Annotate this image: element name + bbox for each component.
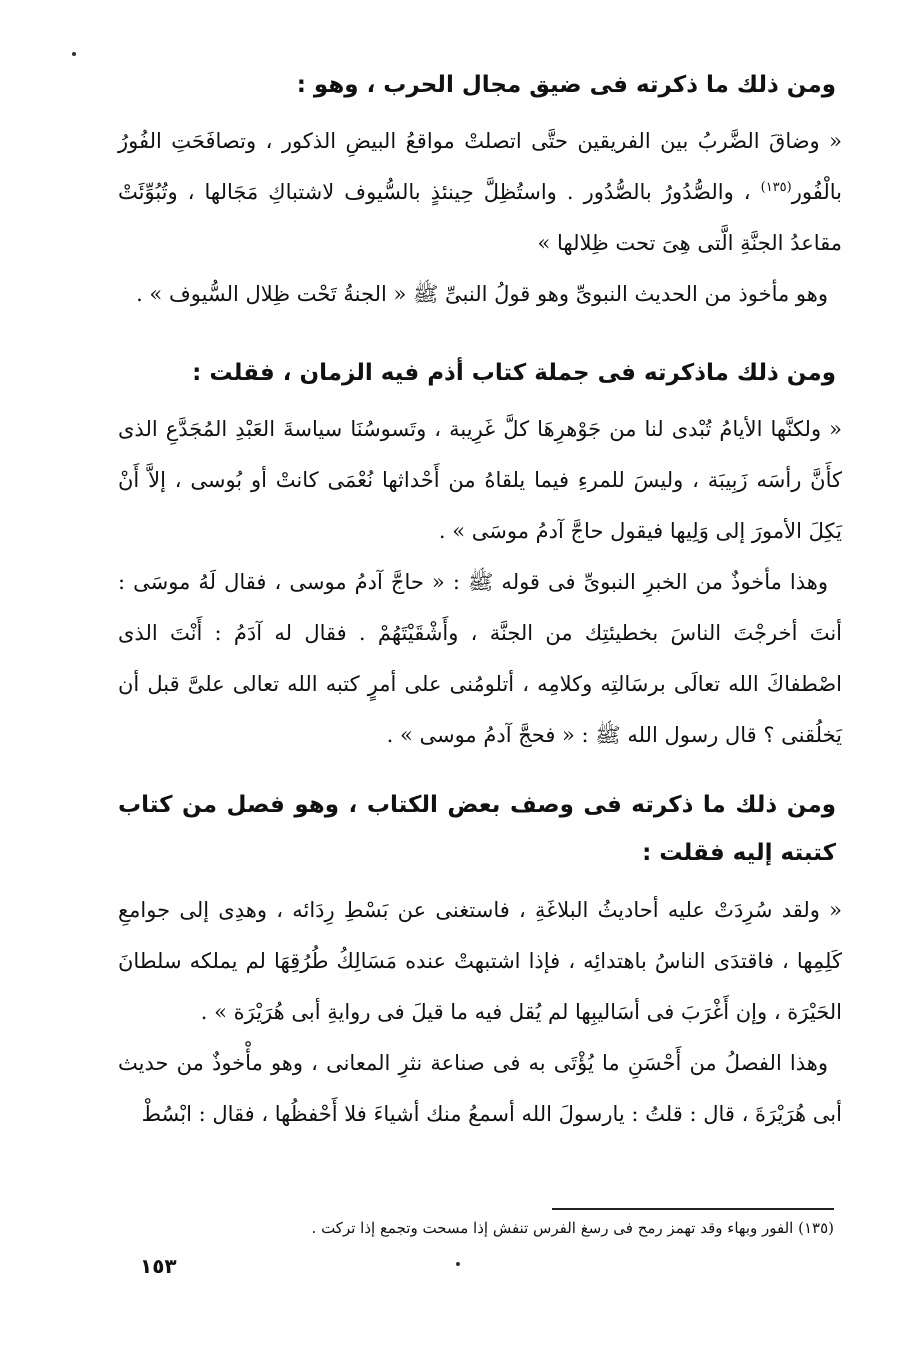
footnote-reference: (١٣٥) [760,180,792,195]
quote-writer: « ولقد سُرِدَتْ عليه أحاديثُ البلاغَةِ ، فاستغنى عن بَسْطِ رِدَائه ، وهدِى إلى جوامعِ كَلِمِها ، فاقتدَى الناسُ باهتدائِه ، فإذا اشتبهتْ عنده مَسَالِكُ طُرُقِهَا لم يملكه سلطانَ الحَيْرَة ، وإن أَغْرَبَ فى أسَاليبِها لم يُقل فيه ما قيلَ فى روايةِ أبى هُرَيْرَة » . [118,898,842,1024]
quote-war-text-b: ، والصُّدُورُ بالصُّدُور . واستُظِلَّ حِينئذٍ بالسُّيوف لاشتباكِ مَجَالها ، وتُبُوِّئَتْ مقاعدُ الجنَّةِ الَّتى هِىَ تحت ظِلالها » [118,180,842,255]
section-heading-time: ومن ذلك ماذكرته فى جملة كتاب أذم فيه الزمان ، فقلت : [192,360,836,386]
commentary-war: وهو مأخوذ من الحديث النبوىِّ وهو قولُ النبىِّ ﷺ « الجنةُ تَحْت ظِلال السُّيوف » . [136,282,828,306]
footnote-divider [552,1208,834,1210]
commentary-time: وهذا مأخوذٌ من الخبرِ النبوىِّ فى قوله ﷺ : « حاجَّ آدمُ موسى ، فقال لَهُ موسَى : أنتَ أخرجْتَ الناسَ بخطيئتِك من الجنَّة ، وأَشْقَيْتَهُمْ . فقال له آدَمُ : أَنْتَ الذى اصْطفاكَ الله تعالَى برسَالتِه وكلامِه ، أتلومُنى على أمرٍ كتبه الله تعالى علىَّ قبل أن يَخلُقنى ؟ قال رسول الله ﷺ : « فحجَّ آدمُ موسى » . [118,570,842,747]
scan-speck [456,1262,460,1266]
quote-war [118,116,842,269]
section-heading-war: ومن ذلك ما ذكرته فى ضيق مجال الحرب ، وهو : [296,72,836,98]
page-number: ١٥٣ [140,1254,177,1278]
section-heading-writer: ومن ذلك ما ذكرته فى وصف بعض الكتاب ، وهو فصل من كتاب كتبته إليه فقلت : [118,792,836,866]
scan-speck [72,52,76,56]
quote-war-text-a: « وضاقَ الضَّربُ بين الفريقين حتَّى اتصلتْ مواقعُ البيضِ الذكور ، وتصافَحَتِ الفُورُ بالْفُور [118,129,842,204]
page-body [118,62,842,1140]
footnote: (١٣٥) الفور وبهاء وقد تهمز رمح فى رسغ الفرس تنفش إذا مسحت وتجمع إذا تركت . [311,1219,834,1237]
quote-time: « ولكنَّها الأيامُ تُبْدى لنا من جَوْهرِهَا كلَّ غَرِيبة ، وتَسوسُنَا سياسةَ العَبْدِ المُجَدَّعِ الذى كأَنَّ رأسَه زَبِيبَة ، وليسَ للمرءِ فيما يلقاهُ من أَحْداثها نُعْمَى كانتْ أو بُوسى ، إلاَّ أَنْ يَكِلَ الأمورَ إلى وَلِيها فيقول حاجَّ آدمُ موسَى » . [118,417,842,543]
commentary-writer: وهذا الفصلُ من أَحْسَنِ ما يُؤْتَى به فى صناعة نثرِ المعانى ، وهو مأْخوذٌ من حديث أبى هُرَيْرَةَ ، قال : قلتُ : يارسولَ الله أسمعُ منك أشياءَ فلا أَحْفظُها ، فقال : ابْسُطْ [118,1051,842,1126]
